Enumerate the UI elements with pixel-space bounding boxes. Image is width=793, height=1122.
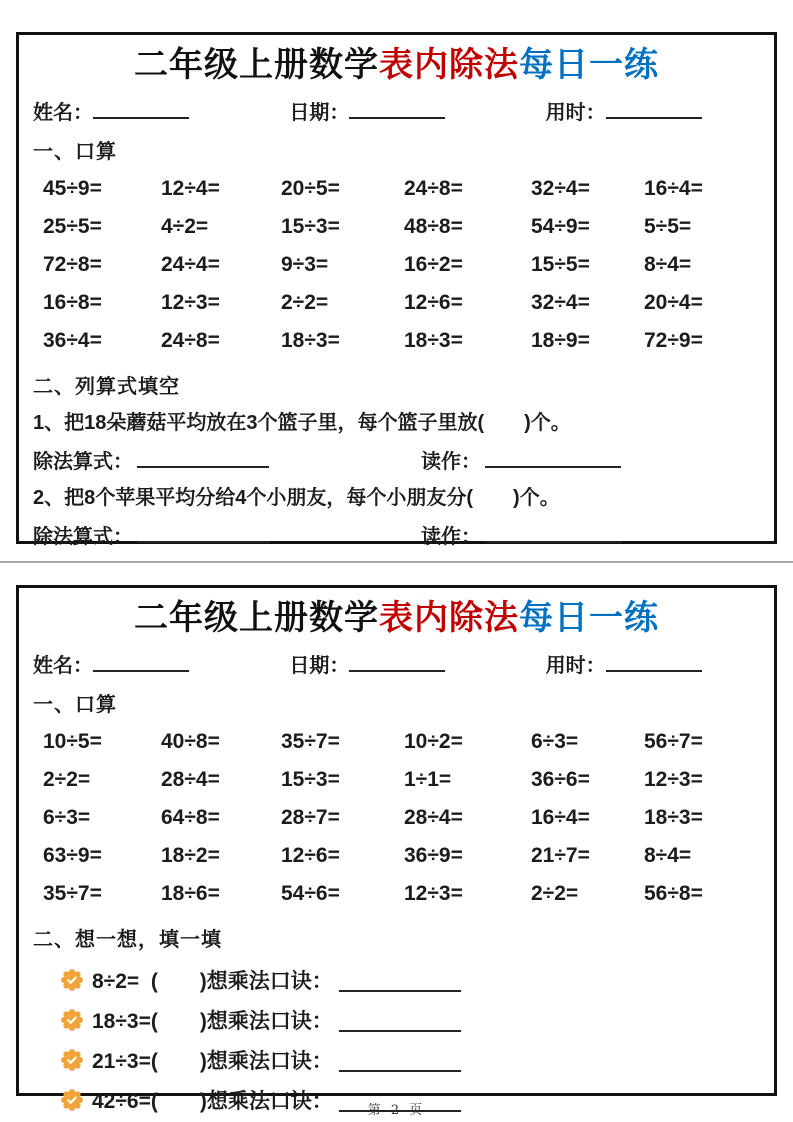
math-problem: 24÷4= <box>161 253 220 277</box>
math-problem: 12÷3= <box>644 768 703 792</box>
rhyme-item-1 <box>33 960 760 1000</box>
word-problem-1 <box>33 408 760 474</box>
read-as-label: 读作： <box>421 451 481 474</box>
formula-blank-line <box>137 523 269 543</box>
math-problem: 4÷2= <box>161 215 209 239</box>
name-field <box>33 96 275 125</box>
math-problem: 45÷9= <box>43 177 102 201</box>
math-problem: 18÷3= <box>644 806 703 830</box>
math-problem: 36÷6= <box>531 768 590 792</box>
oral-problems-grid <box>33 170 760 360</box>
math-problem: 16÷4= <box>644 177 703 201</box>
math-problem: 2÷2= <box>281 291 329 315</box>
math-problem: 6÷3= <box>43 806 91 830</box>
division-formula-label: 除法算式： <box>33 451 133 474</box>
math-problem: 56÷7= <box>644 730 703 754</box>
section-equation-fill-heading: 二、列算式填空 <box>33 376 180 399</box>
math-problem: 15÷3= <box>281 215 340 239</box>
math-problem: 54÷9= <box>531 215 590 239</box>
math-problem: 64÷8= <box>161 806 220 830</box>
name-blank-line <box>93 99 189 119</box>
word-problem-2 <box>33 483 760 549</box>
name-field <box>33 649 275 678</box>
title-segment-blue: 每日一练 <box>519 46 659 84</box>
math-problem: 40÷8= <box>161 730 220 754</box>
math-problem: 32÷4= <box>531 177 590 201</box>
math-problem: 72÷8= <box>43 253 102 277</box>
math-problem: 63÷9= <box>43 844 102 868</box>
math-problem: 20÷4= <box>644 291 703 315</box>
read-as-label: 读作： <box>421 526 481 549</box>
math-problem: 24÷8= <box>404 177 463 201</box>
section-think-fill-heading: 二、想一想，填一填 <box>33 929 222 952</box>
rhyme-blank-line <box>339 968 461 992</box>
title-segment-red: 表内除法 <box>379 599 519 637</box>
math-problem: 21÷7= <box>531 844 590 868</box>
math-problem: 16÷4= <box>531 806 590 830</box>
math-problem: 12÷3= <box>404 882 463 906</box>
math-problem: 1÷1= <box>404 768 452 792</box>
page-title <box>33 43 760 87</box>
math-problem: 18÷6= <box>161 882 220 906</box>
rhyme-item-label: 8÷2= ( )想乘法口诀： <box>92 970 333 994</box>
math-problem: 2÷2= <box>43 768 91 792</box>
check-badge-icon <box>61 969 83 991</box>
rhyme-item-label: 42÷6=( )想乘法口诀： <box>92 1090 333 1114</box>
rhyme-item-3 <box>33 1040 760 1080</box>
formula-blank-line <box>137 448 269 468</box>
math-problem: 5÷5= <box>644 215 692 239</box>
rhyme-item-label: 18÷3=( )想乘法口诀： <box>92 1010 333 1034</box>
math-problem: 2÷2= <box>531 882 579 906</box>
page-title <box>33 596 760 640</box>
math-problem: 28÷7= <box>281 806 340 830</box>
word-problem-1-answer-row <box>33 445 760 474</box>
math-problem: 32÷4= <box>531 291 590 315</box>
math-problem: 8÷4= <box>644 253 692 277</box>
math-problem: 12÷4= <box>161 177 220 201</box>
division-formula-label: 除法算式： <box>33 526 133 549</box>
oral-problems-grid <box>33 723 760 913</box>
time-field <box>518 96 760 125</box>
rhyme-blank-line <box>339 1008 461 1032</box>
math-problem: 56÷8= <box>644 882 703 906</box>
date-blank-line <box>349 99 445 119</box>
math-problem: 12÷3= <box>161 291 220 315</box>
title-segment-red: 表内除法 <box>379 46 519 84</box>
date-field <box>275 649 517 678</box>
math-problem: 18÷3= <box>404 329 463 353</box>
read-as-blank-line <box>485 523 621 543</box>
math-problem: 10÷2= <box>404 730 463 754</box>
page-divider-line <box>0 561 793 563</box>
math-problem: 35÷7= <box>281 730 340 754</box>
math-problem: 15÷5= <box>531 253 590 277</box>
math-problem: 72÷9= <box>644 329 703 353</box>
name-label: 姓名： <box>33 102 93 125</box>
math-problem: 54÷6= <box>281 882 340 906</box>
math-problem: 48÷8= <box>404 215 463 239</box>
header-fields <box>33 649 760 678</box>
section-oral-calculation-heading: 一、口算 <box>33 141 117 164</box>
check-badge-icon <box>61 1009 83 1031</box>
math-problem: 12÷6= <box>404 291 463 315</box>
math-problem: 8÷4= <box>644 844 692 868</box>
title-segment-blue: 每日一练 <box>519 599 659 637</box>
header-fields <box>33 96 760 125</box>
math-problem: 9÷3= <box>281 253 329 277</box>
math-problem: 16÷8= <box>43 291 102 315</box>
date-label: 日期： <box>289 102 350 125</box>
math-problem: 18÷9= <box>531 329 590 353</box>
name-label: 姓名： <box>33 655 93 678</box>
time-field <box>518 649 760 678</box>
rhyme-blank-line <box>339 1048 461 1072</box>
math-problem: 24÷8= <box>161 329 220 353</box>
math-problem: 10÷5= <box>43 730 102 754</box>
math-problem: 28÷4= <box>161 768 220 792</box>
date-label: 日期： <box>289 655 350 678</box>
math-problem: 12÷6= <box>281 844 340 868</box>
check-badge-icon <box>61 1049 83 1071</box>
math-problem: 36÷9= <box>404 844 463 868</box>
math-problem: 6÷3= <box>531 730 579 754</box>
rhyme-item-label: 21÷3=( )想乘法口诀： <box>92 1050 333 1074</box>
math-problem: 16÷2= <box>404 253 463 277</box>
time-blank-line <box>606 99 702 119</box>
multiplication-rhyme-list <box>33 960 760 1120</box>
word-problem-2-answer-row <box>33 520 760 549</box>
time-label: 用时： <box>545 102 606 125</box>
math-problem: 28÷4= <box>404 806 463 830</box>
date-field <box>275 96 517 125</box>
title-segment-black: 二年级上册数学 <box>134 599 379 637</box>
section-oral-calculation-heading: 一、口算 <box>33 694 117 717</box>
rhyme-item-2 <box>33 1000 760 1040</box>
date-blank-line <box>349 652 445 672</box>
math-problem: 18÷3= <box>281 329 340 353</box>
math-problem: 15÷3= <box>281 768 340 792</box>
math-problem: 20÷5= <box>281 177 340 201</box>
read-as-blank-line <box>485 448 621 468</box>
page-number-footer: 第 2 页 <box>367 1103 426 1118</box>
math-problem: 35÷7= <box>43 882 102 906</box>
math-problem: 36÷4= <box>43 329 102 353</box>
math-problem: 18÷2= <box>161 844 220 868</box>
worksheet-page-1 <box>16 32 777 549</box>
time-label: 用时： <box>545 655 606 678</box>
name-blank-line <box>93 652 189 672</box>
math-problem: 25÷5= <box>43 215 102 239</box>
title-segment-black: 二年级上册数学 <box>134 46 379 84</box>
word-problem-1-text: 1、把18朵蘑菇平均放在3个篮子里，每个篮子里放( )个。 <box>33 412 571 435</box>
time-blank-line <box>606 652 702 672</box>
word-problem-2-text: 2、把8个苹果平均分给4个小朋友，每个小朋友分( )个。 <box>33 487 560 510</box>
